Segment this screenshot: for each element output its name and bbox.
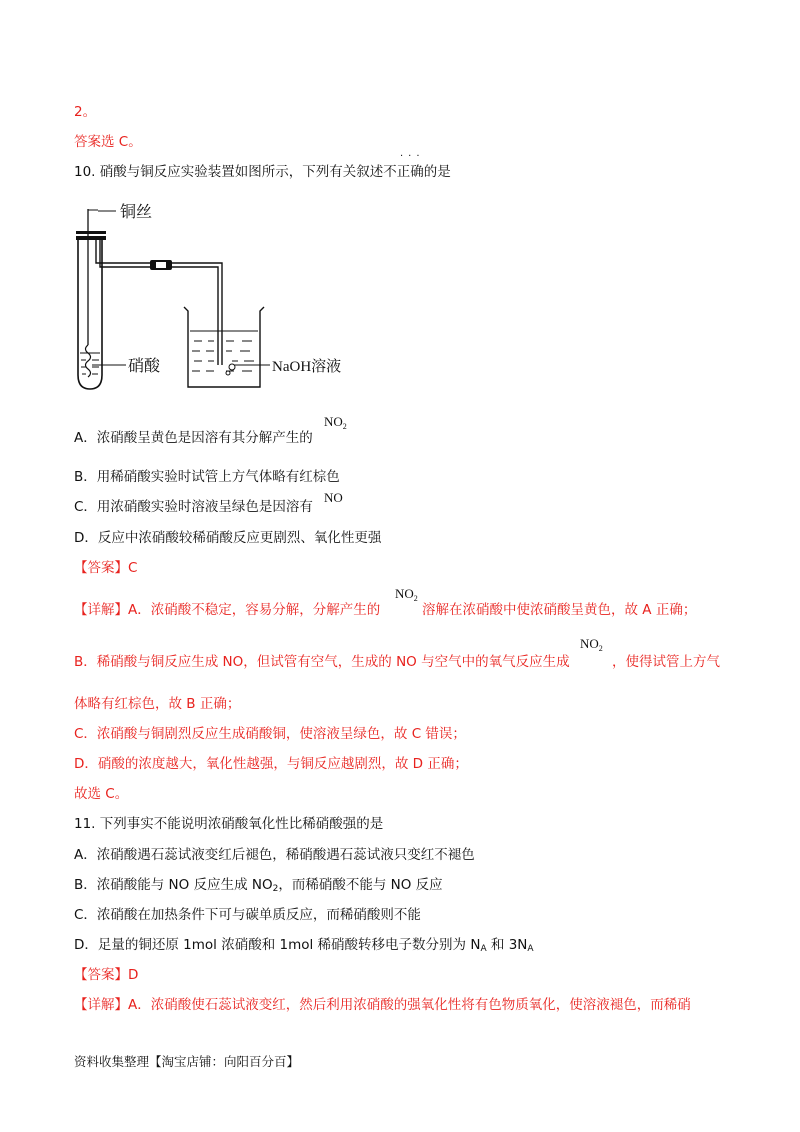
detail-11: 【详解】A．浓硝酸使石蕊试液变红，然后利用浓硝酸的强氧化性将有色物质氧化，使溶液褪色，而稀硝 [74,997,691,1013]
option-c: C．用浓硝酸实验时溶液呈绿色是因溶有 [74,499,313,515]
detail-c: C．浓硝酸与铜剧烈反应生成硝酸铜，使溶液呈绿色，故 C 错误； [74,726,466,742]
formula-no2-detail-a: $NO_2$ [395,586,418,603]
option-a: A．浓硝酸呈黄色是因溶有其分解产生的 [74,430,313,446]
answer-11: 【答案】D [74,967,139,983]
label-copper-wire: 铜丝 [120,202,153,221]
answer-10: 【答案】C [74,560,138,576]
option-b: B．用稀硝酸实验时试管上方气体略有红棕色 [74,469,340,485]
detail-a-part2: 溶解在浓硝酸中使浓硝酸呈黄色，故 A 正确； [422,602,697,618]
q11-option-a: A．浓硝酸遇石蕊试液变红后褪色，稀硝酸遇石蕊试液只变红不褪色 [74,847,475,863]
q11-option-c: C．浓硝酸在加热条件下可与碳单质反应，而稀硝酸则不能 [74,907,421,923]
delivery-tube [96,237,222,365]
q11-option-d: D．足量的铜还原 1mol 浓硝酸和 1mol 稀硝酸转移电子数分别为 $N_A$ 和 $3N_A$ [74,937,534,954]
formula-no-c: NO [324,490,343,505]
detail-b-part3: 体略有红棕色，故 B 正确； [74,696,241,712]
question-11: 11. 下列事实不能说明浓硝酸氧化性比稀硝酸强的是 [74,816,384,832]
choose-c: 故选 C。 [74,786,129,802]
beaker [184,307,264,387]
line-remainder: 2。 [74,104,97,120]
label-naoh-solution: NaOH溶液 [272,359,342,375]
detail-a-part1: 【详解】A．浓硝酸不稳定，容易分解，分解产生的 [74,602,381,618]
detail-b-part2: ，使得试管上方气 [612,654,720,670]
emphasis-dots: ··· [400,151,425,162]
detail-b-part1: B．稀硝酸与铜反应生成 NO，但试管有空气，生成的 NO 与空气中的氧气反应生成 [74,654,570,670]
answer-prev: 答案选 C。 [74,134,142,150]
option-d: D．反应中浓硝酸较稀硝酸反应更剧烈、氧化性更强 [74,530,382,546]
q11-option-b: B．浓硝酸能与 NO 反应生成 $NO_2$，而稀硝酸不能与 NO 反应 [74,877,443,894]
formula-no2-a: $NO_2$ [324,414,347,431]
formula-no2-detail-b: $NO_2$ [580,636,603,653]
page-footer: 资料收集整理【淘宝店铺：向阳百分百】 [74,1054,300,1069]
question-10: 10. 硝酸与铜反应实验装置如图所示，下列有关叙述不正确的是 [74,164,451,180]
apparatus-diagram [74,195,394,395]
label-nitric-acid: 硝酸 [128,356,161,375]
detail-d: D．硝酸的浓度越大，氧化性越强，与铜反应越剧烈，故 D 正确； [74,756,468,772]
test-tube [78,237,102,389]
